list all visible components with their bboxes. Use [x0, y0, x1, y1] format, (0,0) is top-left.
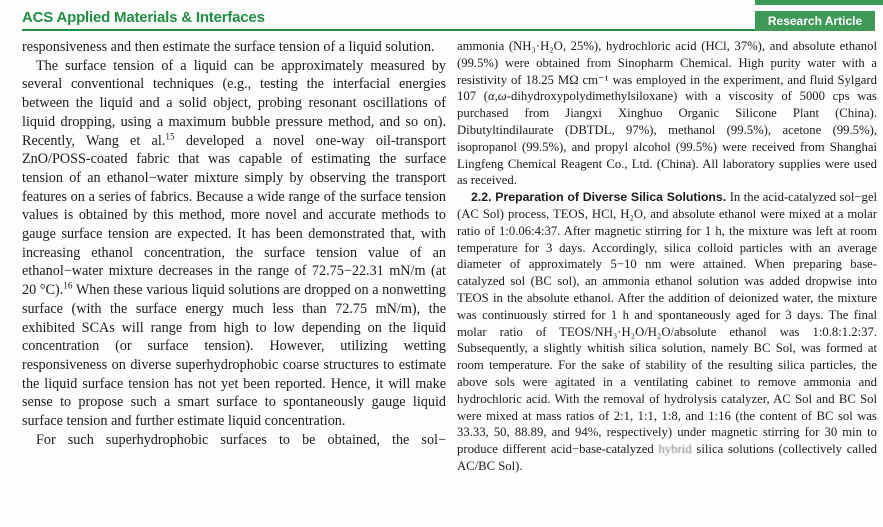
paragraph	[457, 38, 877, 189]
text-run: hybrid	[658, 442, 692, 457]
text-run: silica solutions (collectively called AC/BC Sol).	[457, 442, 877, 473]
paragraph	[457, 189, 877, 475]
text-run: When these various liquid solutions are dropped on a nonwetting surface (with the surface energy much less than 72.75 mN/m), the exhibited SCAs will range from high to low depending on the liquid concentration (or surface tension). However, utilizing wetting responsiveness on diverse superhydrophobic coarse structures to estimate the liquid surface tension has not yet been reported. Hence, it will make sense to propose such a smart surface to spontaneously gauge liquid surface tension and further estimate liquid concentration.	[22, 282, 446, 430]
text-run: For such superhydrophobic surfaces to be obtained, the sol−	[36, 431, 446, 448]
journal-title: ACS Applied Materials & Interfaces	[22, 9, 265, 26]
text-run: -dihydroxypolydimethylsiloxane) with a viscosity of 5000 cps was purchased from Jiangxi Xinghuo Organic Silicone Plant (China). Dibutyltindilaurate (DBTDL, 97%), methanol (99.5%), acetone (99.5%), isopropanol (99.5%), and propyl alcohol (99.5%) were received from Shanghai Lingfeng Chemical Reagent Co., Ltd. (China). All laboratory supplies were used as received.	[457, 89, 877, 188]
reference-superscript: 15	[165, 130, 175, 141]
top-corner-strip	[755, 0, 883, 5]
paragraph	[22, 38, 446, 57]
text-run: The surface tension of a liquid can be approximately measured by several conventional techniques (e.g., testing the interfacial energies between the liquid and a solid object, probing resonant oscillations of liquid dropping, using a maximum bubble pressure method, and so on). Recently, Wang et al.	[22, 57, 446, 149]
header-rule	[22, 29, 875, 31]
text-run: In the acid-catalyzed sol−gel (AC Sol) process, TEOS, HCl, H₂O, and absolute ethanol were mixed at a molar ratio of 1:0.06:4:37. After magnetic stirring for 1 h, the mixture was left at room temperature for 3 days. Accordingly, silica colloid particles with an average diameter of approximately 5−10 nm were attained. When preparing base-catalyzed sol (BC sol), an ammonia ethanol solution was added dropwise into TEOS in the absolute ethanol. After the addition of deionized water, the mixture was continuously stirred for 1 h and spontaneously aged for 3 days. The final molar ratio of TEOS/NH₃·H₂O/H₂O/absolute ethanol was 1:0.8:1.2:37. Subsequently, a slightly whitish silica solution, namely BC Sol, was formed at room temperature. For the sake of stability of the resulting silica particles, the above sols were agitated in a ventilating cabinet to remove ammonia and hydrochloric acid. With the removal of hydrolysis catalyzer, AC Sol and BC Sol were mixed at mass ratios of 2:1, 1:1, 1:8, and 1:16 (the content of BC sol was 33.33, 50, 88.89, and 94%, respectively) under magnetic stirring for 30 min to produce different acid−base-catalyzed	[457, 190, 877, 457]
paragraph	[22, 57, 446, 431]
text-run: 2.2. Preparation of Diverse Silica Solutions.	[471, 190, 727, 205]
right-column	[457, 38, 877, 475]
text-run: ammonia (NH₃·H₂O, 25%), hydrochloric acid (HCl, 37%), and absolute ethanol (99.5%) were obtained from Sinopharm Chemical. High purity water with a resistivity of 18.25 MΩ cm⁻¹ was employed in the experiment, and fluid Sylgard 107 (	[457, 39, 877, 104]
text-run: responsiveness and then estimate the surface tension of a liquid solution.	[22, 39, 435, 55]
reference-superscript: 16	[63, 280, 73, 291]
text-run: α,ω	[487, 89, 507, 104]
paragraph	[22, 431, 446, 450]
left-column	[22, 38, 446, 449]
research-article-badge: Research Article	[755, 11, 875, 31]
text-run: developed a novel one-way oil-transport ZnO/POSS-coated fabric that was capable of estimating the surface tension of an ethanol−water mixture simply by observing the transport features on a series of fabrics. Because a wide range of the surface tension values is obtained by this method, more novel and accurate methods to gauge surface tension are expected. It has been demonstrated that, with increasing ethanol concentration, the surface tension value of an ethanol−water mixture decreases in the range of 72.75−22.31 mN/m (at 20 °C).	[22, 132, 446, 299]
